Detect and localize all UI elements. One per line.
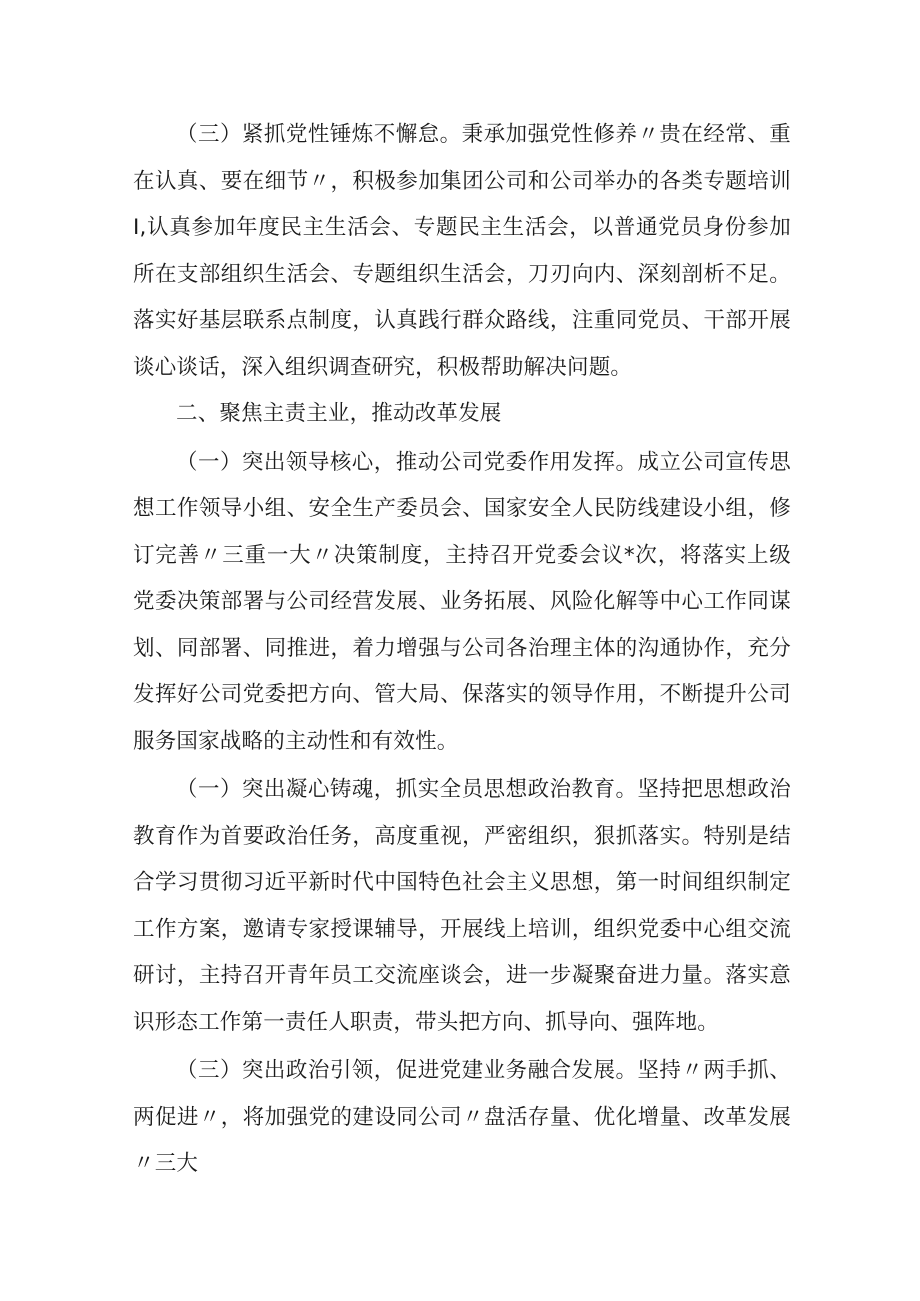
paragraph-party-spirit: （三）紧抓党性锤炼不懈怠。秉承加强党性修养〃贵在经常、重在认真、要在细节〃，积极参加集团公司和公司举办的各类专题培训I,认真参加年度民主生活会、专题民主生活会，以普通党员身份参加所在支部组织生活会、专题组织生活会，刀刃向内、深刻剖析不足。落实好基层联系点制度，认真践行群众路线，注重同党员、干部开展谈心谈话，深入组织调查研究，积极帮助解决问题。 — [133, 122, 791, 380]
document-body — [133, 112, 791, 1188]
section-heading-main-responsibility: 二、聚焦主责主业，推动改革发展 — [176, 401, 502, 426]
paragraph-leadership-core: （一）突出领导核心，推动公司党委作用发挥。成立公司宣传思想工作领导小组、安全生产委员会、国家安全人民防线建设小组，修订完善〃三重一大〃决策制度，主持召开党委会议*次，将落实上级党委决策部署与公司经营发展、业务拓展、风险化解等中心工作同谋划、同部署、同推进，着力增强与公司各治理主体的沟通协作，充分发挥好公司党委把方向、管大局、保落实的领导作用，不断提升公司服务国家战略的主动性和有效性。 — [133, 449, 791, 754]
paragraph-political-guidance: （三）突出政治引领，促进党建业务融合发展。坚持〃两手抓、两促进〃，将加强党的建设同公司〃盘活存量、优化增量、改革发展〃三大 — [133, 1058, 791, 1176]
paragraph-ideological-education: （一）突出凝心铸魂，抓实全员思想政治教育。坚持把思想政治教育作为首要政治任务，高度重视，严密组织，狠抓落实。特别是结合学习贯彻习近平新时代中国特色社会主义思想，第一时间组织制定工作方案，邀请专家授课辅导，开展线上培训，组织党委中心组交流研讨，主持召开青年员工交流座谈会，进一步凝聚奋进力量。落实意识形态工作第一责任人职责，带头把方向、抓导向、强阵地。 — [133, 777, 791, 1035]
